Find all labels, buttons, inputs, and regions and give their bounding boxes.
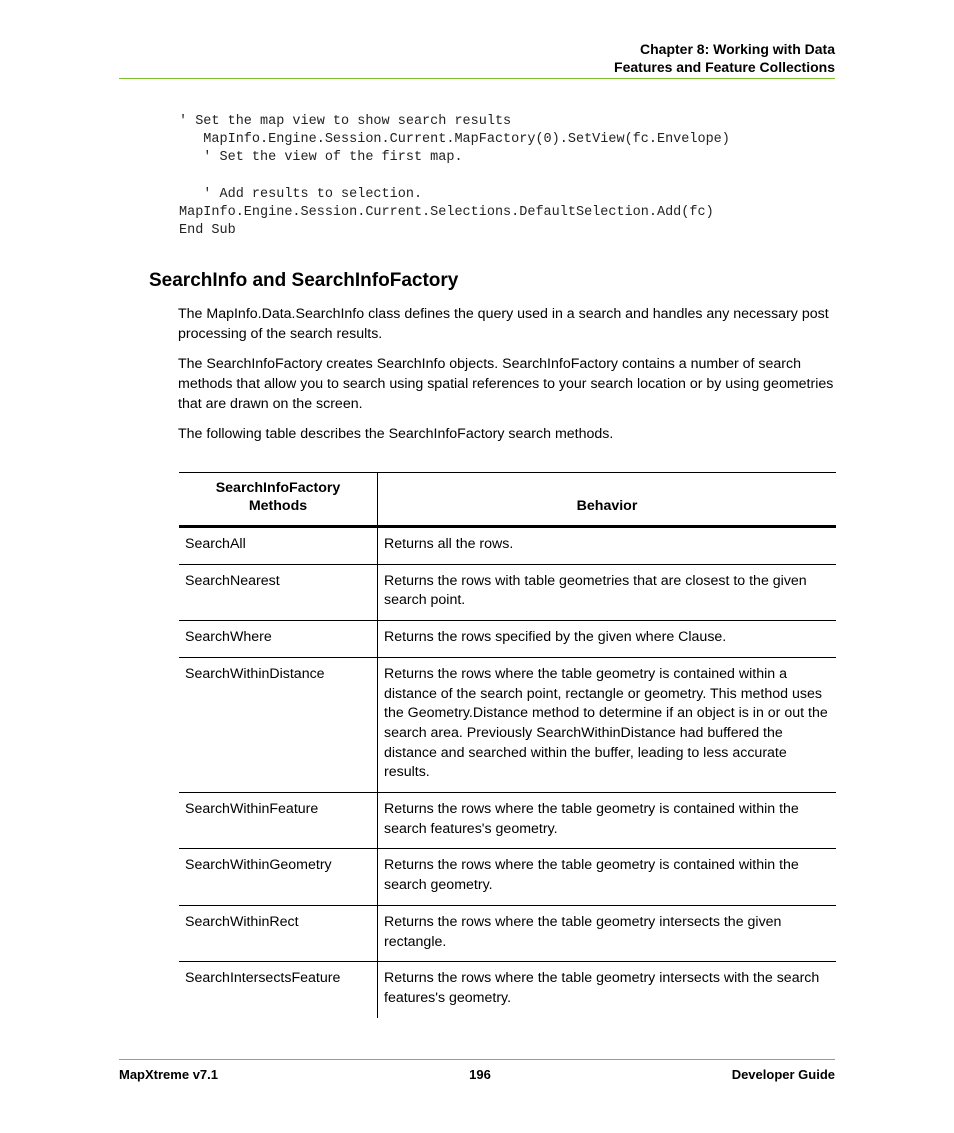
footer-rule (119, 1059, 835, 1060)
behavior-cell: Returns the rows where the table geometry intersects the given rectangle. (378, 905, 837, 961)
column-header-methods: SearchInfoFactory Methods (179, 473, 378, 527)
code-line: MapInfo.Engine.Session.Current.Selections.DefaultSelection.Add(fc) (179, 205, 714, 221)
table-row (179, 905, 836, 961)
table-row (179, 564, 836, 620)
column-header-behavior: Behavior (378, 473, 837, 527)
method-cell: SearchWithinRect (179, 905, 378, 961)
page-number: 196 (469, 1067, 491, 1082)
chapter-subtitle: Features and Feature Collections (614, 59, 835, 75)
behavior-cell: Returns the rows with table geometries that are closest to the given search point. (378, 564, 837, 620)
method-cell: SearchWithinGeometry (179, 849, 378, 905)
code-line: ' Add results to selection. (179, 186, 423, 202)
method-cell: SearchWithinFeature (179, 793, 378, 849)
chapter-title: Chapter 8: Working with Data (640, 41, 835, 57)
table-row (179, 849, 836, 905)
method-cell: SearchAll (179, 527, 378, 565)
section-heading: SearchInfo and SearchInfoFactory (149, 270, 459, 291)
search-methods-table (179, 472, 836, 1018)
behavior-cell: Returns the rows specified by the given where Clause. (378, 621, 837, 658)
running-header (614, 40, 835, 76)
method-cell: SearchWithinDistance (179, 657, 378, 792)
behavior-cell: Returns the rows where the table geometry is contained within the search geometry. (378, 849, 837, 905)
behavior-cell: Returns the rows where the table geometry is contained within the search features's geometry. (378, 793, 837, 849)
method-cell: SearchIntersectsFeature (179, 962, 378, 1018)
behavior-cell: Returns the rows where the table geometry is contained within a distance of the search point, rectangle or geometry. This method uses the Geometry.Distance method to determine if an object is in or out the search area. Previously SearchWithinDistance had buffered the distance and searched within the buffer, leading to less accurate results. (378, 657, 837, 792)
code-line: ' Set the view of the first map. (179, 150, 463, 166)
code-line: End Sub (179, 223, 236, 239)
table-row (179, 793, 836, 849)
paragraph-searchinfo: The MapInfo.Data.SearchInfo class defines the query used in a search and handles any necessary post processing of the search results. (178, 306, 829, 342)
table-row (179, 657, 836, 792)
table-header-row (179, 473, 836, 527)
table-row (179, 621, 836, 658)
behavior-cell: Returns all the rows. (378, 527, 837, 565)
code-line: ' Set the map view to show search results (179, 114, 512, 129)
table-row (179, 527, 836, 565)
method-cell: SearchWhere (179, 621, 378, 658)
paragraph-table-intro: The following table describes the SearchInfoFactory search methods. (178, 426, 614, 442)
code-line: MapInfo.Engine.Session.Current.MapFactory(0).SetView(fc.Envelope) (179, 132, 730, 148)
paragraph-searchinfofactory: The SearchInfoFactory creates SearchInfo objects. SearchInfoFactory contains a number of search methods that allow you to search using spatial references to your search location or by using geometries that are drawn on the screen. (178, 356, 834, 412)
behavior-cell: Returns the rows where the table geometry intersects with the search features's geometry. (384, 970, 820, 1006)
code-block (179, 113, 730, 240)
footer-product: MapXtreme v7.1 (119, 1067, 218, 1082)
header-rule (119, 78, 835, 79)
table-row (179, 962, 836, 1018)
footer-guide-title: Developer Guide (731, 1067, 835, 1082)
method-cell: SearchNearest (179, 564, 378, 620)
